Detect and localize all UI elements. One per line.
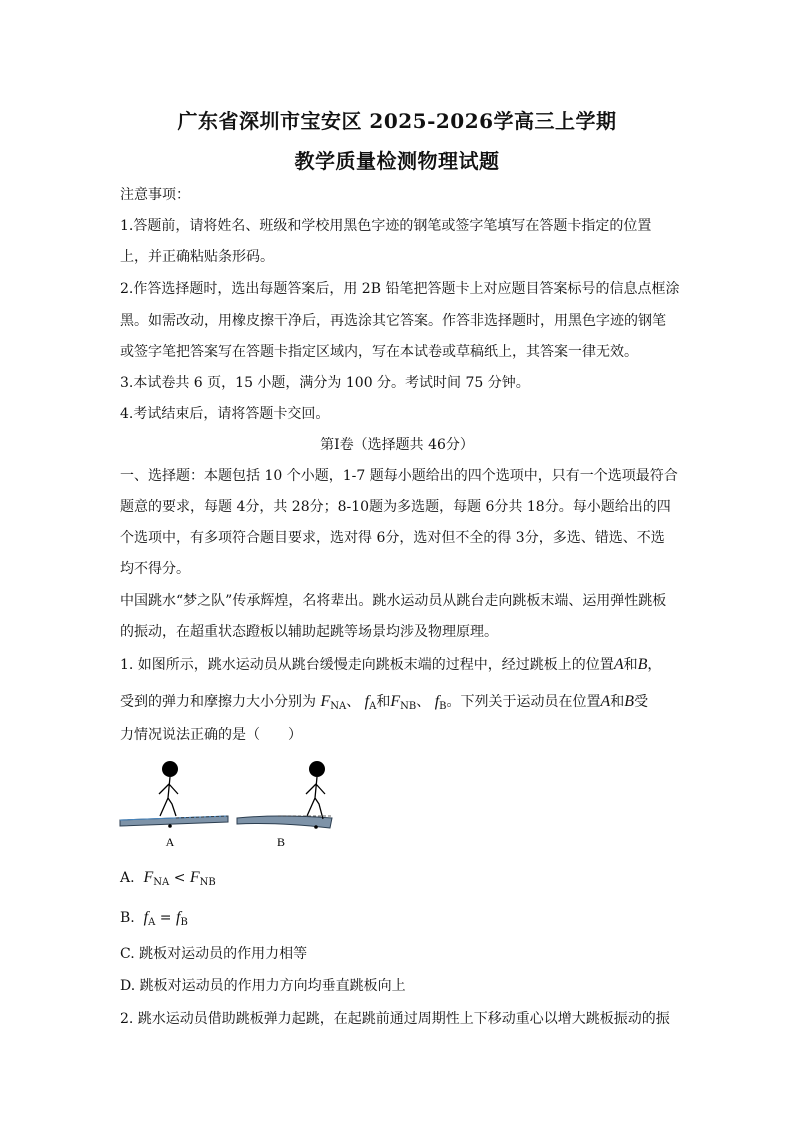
q1-text: 受到的弹力和摩擦力大小分别为 [120, 694, 316, 710]
q1-text: 和 [376, 694, 391, 710]
contact-point-b [314, 825, 318, 829]
note-line: 3.本试卷共 6 页，15 小题，满分为 100 分。考试时间 75 分钟。 [120, 375, 530, 391]
diver-body-b [306, 777, 325, 819]
q1-stem-line1 [120, 655, 680, 675]
q1-text: 和 [610, 694, 625, 710]
section-intro-line: 个选项中，有多项符合题目要求，选对得 6分，选对但不全的得 3分，多选、错选、不选 [120, 530, 665, 546]
subscript: NA [153, 877, 170, 888]
note-line: 1.答题前，请将姓名、班级和学校用黑色字迹的钢笔或签字笔填写在答题卡指定的位置 [120, 218, 652, 234]
q1-text: ， [647, 657, 662, 673]
force-symbol: F [143, 869, 154, 886]
var-a: A [600, 693, 611, 710]
note-line: 2.作答选择题时，选出每题答案后，用 2B 铅笔把答题卡上对应题目答案标号的信息点框涂 [120, 281, 680, 297]
contact-point-a [168, 824, 172, 828]
section-intro-line: 一、选择题：本题包括 10 个小题，1-7 题每小题给出的四个选项中，只有一个选项最符合 [120, 468, 678, 484]
option-a-label: A. [120, 870, 135, 886]
q1-text: 受 [634, 694, 649, 710]
diver-figure [118, 756, 348, 852]
exam-title-line2: 教学质量检测物理试题 [294, 149, 500, 173]
subscript: B [439, 701, 447, 712]
var-b: B [637, 656, 648, 673]
force-symbol: F [320, 693, 331, 710]
notes-heading: 注意事项： [120, 187, 190, 203]
q1-stem-line3: 力情况说法正确的是（ ） [120, 727, 302, 743]
option-d[interactable]: D. 跳板对运动员的作用力方向均垂直跳板向上 [120, 978, 406, 994]
subscript: NB [199, 877, 216, 888]
comparison-operator: < [173, 870, 186, 886]
note-line: 4.考试结束后，请将答题卡交回。 [120, 406, 330, 422]
option-c[interactable]: C. 跳板对运动员的作用力相等 [120, 946, 308, 962]
note-line: 上，并正确粘贴条形码。 [120, 249, 274, 265]
subscript: NB [400, 701, 417, 712]
separator: 、 [416, 694, 431, 710]
var-a: A [613, 656, 624, 673]
force-symbol: F [189, 869, 200, 886]
section-intro-line: 题意的要求，每题 4分，共 28分；8-10题为多选题，每题 6分共 18分。每小题给出的四 [120, 499, 671, 515]
board-b [237, 761, 332, 849]
subscript: A [148, 917, 156, 928]
friction-symbol: f [364, 693, 370, 710]
board-a [120, 761, 228, 849]
context-line: 中国跳水“梦之队”传承辉煌，名将辈出。跳水运动员从跳台走向跳板末端、运用弹性跳板 [120, 593, 667, 609]
option-b[interactable] [120, 908, 188, 933]
subscript: NA [330, 701, 347, 712]
friction-symbol: f [434, 693, 440, 710]
q1-text: 1. 如图所示，跳水运动员从跳台缓慢走向跳板末端的过程中，经过跳板上的位置 [120, 657, 614, 673]
exam-title-line1: 广东省深圳市宝安区 2025-2026学高三上学期 [177, 109, 617, 133]
diver-head-a [162, 761, 178, 777]
separator: 、 [346, 694, 361, 710]
note-line: 黑。如需改动，用橡皮擦干净后，再选涂其它答案。作答非选择题时，用黑色字迹的钢笔 [120, 313, 666, 329]
q1-text: 和 [623, 657, 638, 673]
figure-label-b: B [276, 835, 286, 849]
q2-stem-line1: 2. 跳水运动员借助跳板弹力起跳，在起跳前通过周期性上下移动重心以增大跳板振动的振 [120, 1011, 670, 1027]
figure-label-a: A [165, 835, 175, 849]
option-a[interactable] [120, 868, 216, 893]
note-line: 或签字笔把答案写在答题卡指定区域内，写在本试卷或草稿纸上，其答案一律无效。 [120, 344, 638, 360]
context-line: 的振动，在超重状态蹬板以辅助起跳等场景均涉及物理原理。 [120, 624, 498, 640]
var-b: B [624, 693, 635, 710]
subscript: B [180, 917, 188, 928]
force-symbol: F [390, 693, 401, 710]
friction-symbol: f [143, 909, 149, 926]
q1-stem-line2 [120, 692, 680, 717]
diver-head-b [309, 761, 325, 777]
springboard-b [237, 816, 332, 828]
diver-body-a [159, 777, 178, 816]
subscript: A [369, 701, 377, 712]
friction-symbol: f [175, 909, 181, 926]
section-title: 第Ⅰ卷（选择题共 46分） [320, 437, 474, 453]
option-b-label: B. [120, 910, 135, 926]
section-intro-line: 均不得分。 [120, 561, 190, 577]
q1-text: 。下列关于运动员在位置 [446, 694, 601, 710]
comparison-operator: = [159, 910, 172, 926]
